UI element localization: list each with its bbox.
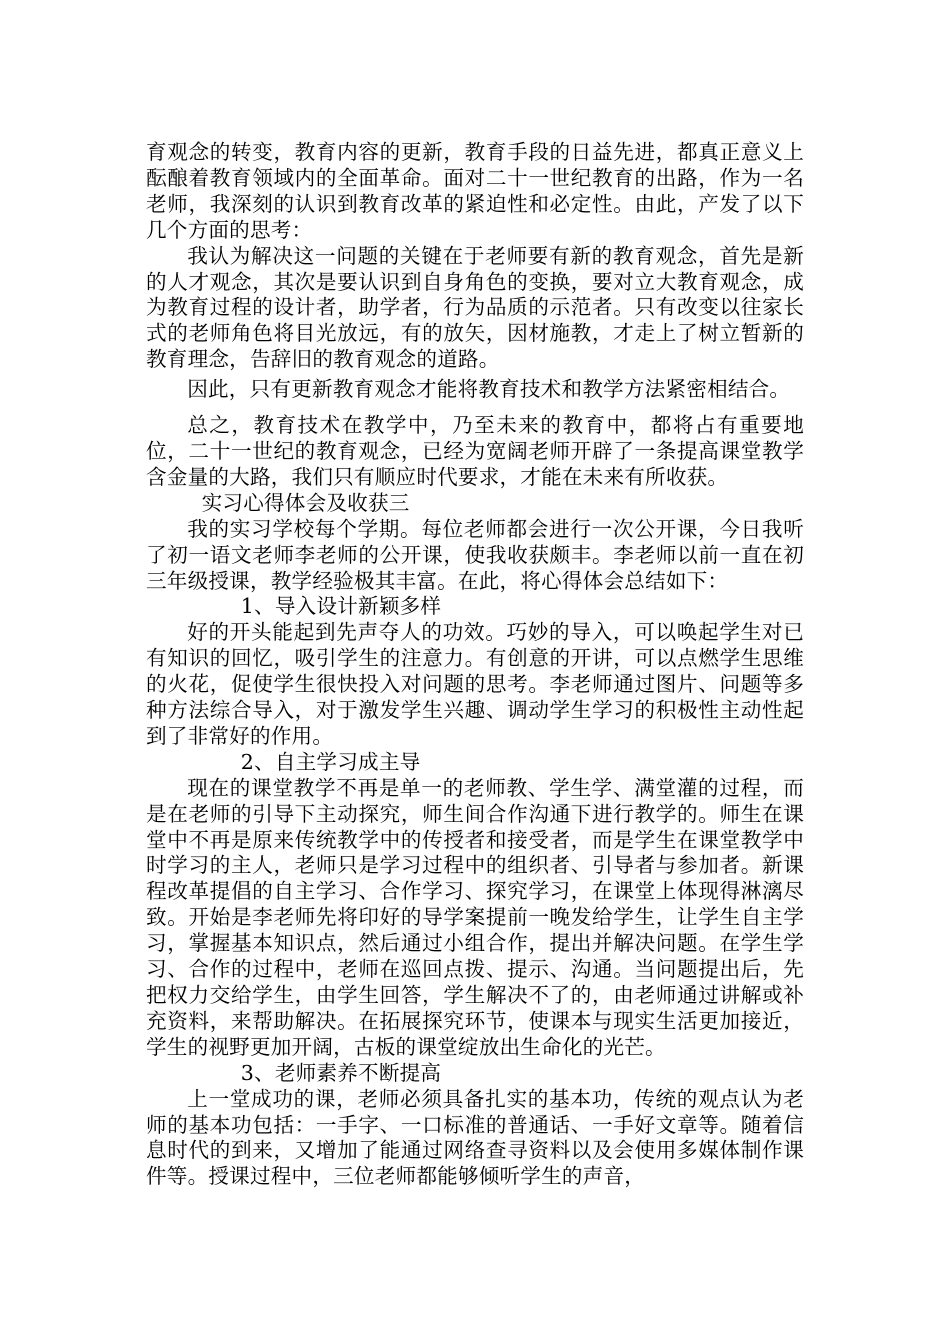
heading-3: 3、老师素养不断提高 [240,1060,442,1085]
paragraph-teacher-quality: 上一堂成功的课，老师必须具备扎实的基本功，传统的观点认为老师的基本功包括：一手字、一口标准的普通话、一手好文章等。随着信息时代的到来，又增加了能通过网络查寻资料以及会使用多媒体制作课件等。授课过程中，三位老师都能够倾听学生的声音， [146,1086,804,1189]
document-page [146,140,804,1190]
heading-1: 1、导入设计新颖多样 [240,594,442,619]
section-title: 实习心得体会及收获三 [201,490,410,515]
paragraph-teacher-concept: 我认为解决这一问题的关键在于老师要有新的教育观念，首先是新的人才观念，其次是要认识到自身角色的变换，要对立大教育观念，成为教育过程的设计者，助学者，行为品质的示范者。只有改变以往家长式的老师角色将目光放远，有的放矢，因材施教，才走上了树立暂新的教育理念，告辞旧的教育观念的道路。 [146,243,804,372]
paragraph-intro-continued: 育观念的转变，教育内容的更新，教育手段的日益先进，都真正意义上酝酿着教育领域内的全面革命。面对二十一世纪教育的出路，作为一名老师，我深刻的认识到教育改革的紧迫性和必定性。由此，产发了以下几个方面的思考： [146,140,804,242]
paragraph-therefore: 因此，只有更新教育观念才能将教育技术和教学方法紧密相结合。 [187,377,791,402]
heading-2: 2、自主学习成主导 [240,749,421,774]
paragraph-conclusion: 总之，教育技术在教学中，乃至未来的教育中，都将占有重要地位，二十一世纪的教育观念，已经为宽阔老师开辟了一条提高课堂教学含金量的大路，我们只有顺应时代要求，才能在未来有所收获。 [146,413,804,489]
paragraph-self-learning: 现在的课堂教学不再是单一的老师教、学生学、满堂灌的过程，而是在老师的引导下主动探究，师生间合作沟通下进行教学的。师生在课堂中不再是原来传统教学中的传授者和接受者，而是学生在课堂教学中时学习的主人，老师只是学习过程中的组织者、引导者与参加者。新课程改革提倡的自主学习、合作学习、探究学习，在课堂上体现得淋漓尽致。开始是李老师先将印好的导学案提前一晚发给学生，让学生自主学习，掌握基本知识点，然后通过小组合作，提出并解决问题。在学生学习、合作的过程中，老师在巡回点拨、提示、沟通。当问题提出后，先把权力交给学生，由学生回答，学生解决不了的，由老师通过讲解或补充资料，来帮助解决。在拓展探究环节，使课本与现实生活更加接近，学生的视野更加开阔，古板的课堂绽放出生命化的光芒。 [146,775,804,1059]
paragraph-introduction-design: 好的开头能起到先声夺人的功效。巧妙的导入，可以唤起学生对已有知识的回忆，吸引学生的注意力。有创意的开讲，可以点燃学生思维的火花，促使学生很快投入对问题的思考。李老师通过图片、问题等多种方法综合导入，对于激发学生兴趣、调动学生学习的积极性主动性起到了非常好的作用。 [146,620,804,748]
paragraph-school-intro: 我的实习学校每个学期。每位老师都会进行一次公开课，今日我听了初一语文老师李老师的公开课，使我收获颇丰。李老师以前一直在初三年级授课，教学经验极其丰富。在此，将心得体会总结如下： [146,516,804,593]
